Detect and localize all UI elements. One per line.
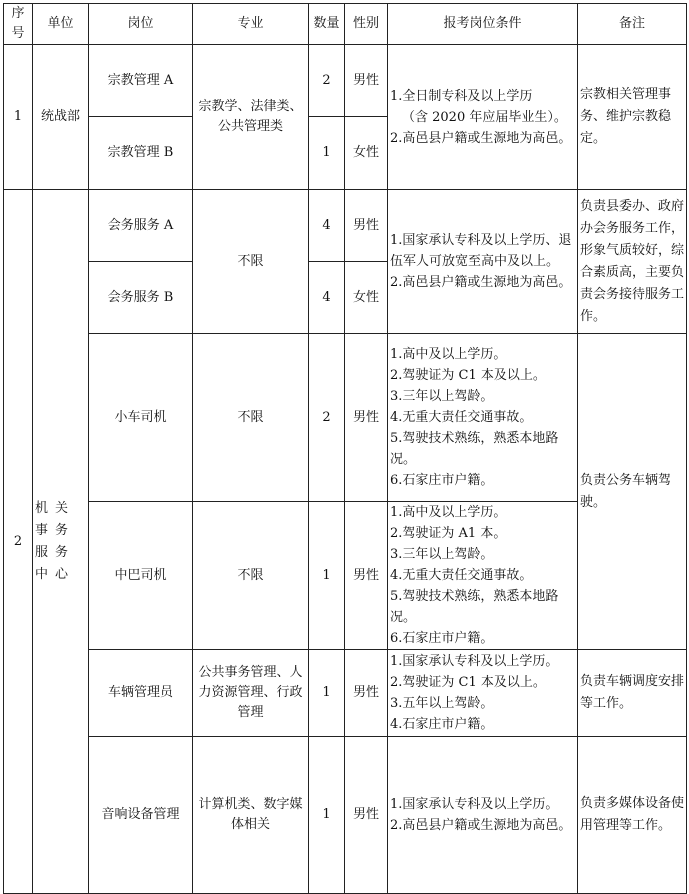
note-cell: 负责车辆调度安排等工作。 [578,650,687,737]
major-cell: 宗教学、法律类、公共管理类 [193,45,309,190]
condition-line: 4.石家庄市户籍。 [390,717,494,732]
table-row [4,190,687,262]
conditions-cell [388,502,578,650]
condition-line: 3.三年以上驾龄。 [390,547,494,562]
conditions-cell [388,650,578,737]
major-cell: 公共事务管理、人力资源管理、行政管理 [193,650,309,737]
condition-line: 5.驾驶技术熟练，熟悉本地路况。 [390,431,559,467]
conditions-cell [388,190,578,334]
header-post: 岗位 [89,4,193,45]
condition-line: 6.石家庄市户籍。 [390,473,494,488]
count-cell: 2 [309,334,345,502]
count-cell: 4 [309,262,345,334]
gender-cell: 男性 [345,650,388,737]
header-major: 专业 [193,4,309,45]
gender-cell: 男性 [345,45,388,117]
post-cell: 宗教管理 B [89,117,193,190]
condition-line: 3.五年以上驾龄。 [390,696,494,711]
header-unit: 单位 [33,4,89,45]
condition-line: 2.高邑县户籍或生源地为高邑。 [390,818,572,833]
post-cell: 中巴司机 [89,502,193,650]
condition-line: 2.高邑县户籍或生源地为高邑。 [390,130,572,146]
count-cell: 2 [309,45,345,117]
major-cell: 不限 [193,190,309,334]
post-cell: 音响设备管理 [89,737,193,894]
condition-line: （含 2020 年应届毕业生）。 [402,109,567,125]
conditions-cell [388,737,578,894]
count-cell: 1 [309,737,345,894]
unit-2-no: 2 [4,190,33,894]
condition-line: 4.无重大责任交通事故。 [390,568,533,583]
condition-line: 1.全日制专科及以上学历 [390,88,533,104]
condition-line: 1.高中及以上学历。 [390,347,507,362]
note-cell: 负责多媒体设备使用管理等工作。 [578,737,687,894]
unit-1-no: 1 [4,45,33,190]
post-cell: 会务服务 B [89,262,193,334]
table-row [4,650,687,737]
condition-line: 6.石家庄市户籍。 [390,631,494,646]
table-row [4,334,687,502]
major-cell: 不限 [193,502,309,650]
post-cell: 宗教管理 A [89,45,193,117]
header-conditions: 报考岗位条件 [388,4,578,45]
major-cell: 不限 [193,334,309,502]
header-row [4,4,687,45]
post-cell: 会务服务 A [89,190,193,262]
header-no: 序号 [4,4,33,45]
count-cell: 1 [309,502,345,650]
unit-1-name: 统战部 [33,45,89,190]
condition-line: 2.驾驶证为 C1 本及以上。 [390,368,546,383]
recruitment-table [3,3,687,894]
conditions-cell [388,334,578,502]
condition-line: 4.无重大责任交通事故。 [390,410,533,425]
gender-cell: 男性 [345,502,388,650]
count-cell: 1 [309,650,345,737]
count-cell: 1 [309,117,345,190]
header-note: 备注 [578,4,687,45]
note-cell: 宗教相关管理事务、维护宗教稳定。 [578,45,687,190]
conditions-cell [388,45,578,190]
condition-line: 1.国家承认专科及以上学历。 [390,797,559,812]
condition-line: 2.驾驶证为 A1 本。 [390,526,507,541]
gender-cell: 男性 [345,737,388,894]
gender-cell: 男性 [345,334,388,502]
condition-line: 2.高邑县户籍或生源地为高邑。 [390,275,572,290]
condition-line: 1.高中及以上学历。 [390,505,507,520]
condition-line: 2.驾驶证为 C1 本及以上。 [390,675,546,690]
condition-line: 3.三年以上驾龄。 [390,389,494,404]
condition-line: 1.国家承认专科及以上学历。 [390,654,559,669]
gender-cell: 女性 [345,262,388,334]
header-count: 数量 [309,4,345,45]
condition-line: 1.国家承认专科及以上学历、退伍军人可放宽至高中及以上。 [390,233,572,269]
major-cell: 计算机类、数字媒体相关 [193,737,309,894]
table-row [4,45,687,117]
note-cell: 负责县委办、政府办会务服务工作，形象气质较好，综合素质高，主要负责会务接待服务工作。 [578,190,687,334]
gender-cell: 女性 [345,117,388,190]
unit-2-name: 机关事务服务中心 [33,190,89,894]
header-gender: 性别 [345,4,388,45]
gender-cell: 男性 [345,190,388,262]
note-cell: 负责公务车辆驾驶。 [578,334,687,650]
post-cell: 车辆管理员 [89,650,193,737]
count-cell: 4 [309,190,345,262]
table-row [4,737,687,894]
condition-line: 5.驾驶技术熟练，熟悉本地路况。 [390,589,559,625]
post-cell: 小车司机 [89,334,193,502]
